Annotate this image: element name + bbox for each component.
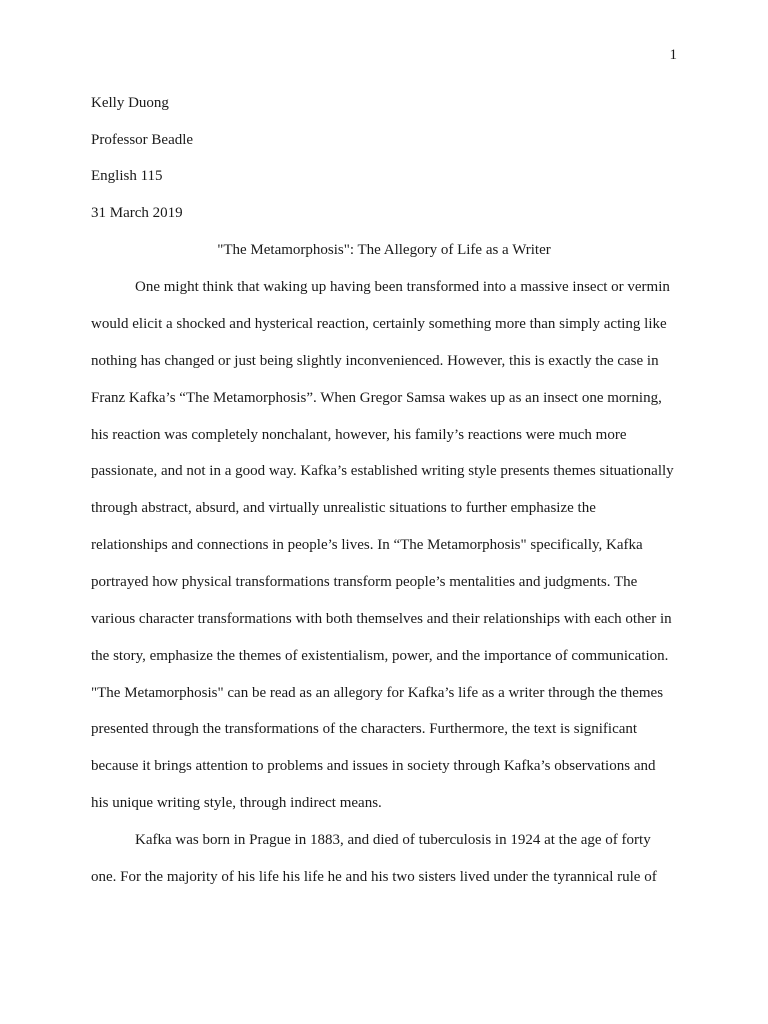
paragraph-line: the story, emphasize the themes of existentialism, power, and the importance of communication. <box>91 648 669 664</box>
essay-title: "The Metamorphosis": The Allegory of Life as a Writer <box>217 242 551 258</box>
paragraph-line: presented through the transformations of the characters. Furthermore, the text is significant <box>91 721 638 737</box>
professor-name: Professor Beadle <box>91 132 194 148</box>
paragraph-line: passionate, and not in a good way. Kafka’s established writing style presents themes situationally <box>91 463 674 479</box>
paragraph-line: nothing has changed or just being slightly inconvenienced. However, this is exactly the case in <box>91 353 659 369</box>
paragraph-line: One might think that waking up having been transformed into a massive insect or vermin <box>135 279 670 295</box>
paragraph-line: his reaction was completely nonchalant, however, his family’s reactions were much more <box>91 427 627 443</box>
paragraph-line: various character transformations with both themselves and their relationships with each other in <box>91 611 672 627</box>
paragraph-line: "The Metamorphosis" can be read as an allegory for Kafka’s life as a writer through the themes <box>91 685 664 701</box>
paragraph-line: through abstract, absurd, and virtually unrealistic situations to further emphasize the <box>91 500 596 516</box>
paragraph-line: Kafka was born in Prague in 1883, and died of tuberculosis in 1924 at the age of forty <box>135 832 651 848</box>
paragraph-line: relationships and connections in people’s lives. In “The Metamorphosis" specifically, Kafka <box>91 537 643 553</box>
paragraph-line: because it brings attention to problems and issues in society through Kafka’s observations and <box>91 758 656 774</box>
paragraph-line: Franz Kafka’s “The Metamorphosis”. When Gregor Samsa wakes up as an insect one morning, <box>91 390 662 406</box>
paragraph-line: would elicit a shocked and hysterical reaction, certainly something more than simply acting like <box>91 316 667 332</box>
paragraph-line: portrayed how physical transformations transform people’s mentalities and judgments. The <box>91 574 638 590</box>
course-name: English 115 <box>91 168 163 184</box>
paragraph-line: one. For the majority of his life his life he and his two sisters lived under the tyrannical rule of <box>91 869 657 885</box>
paragraph-line: his unique writing style, through indirect means. <box>91 795 382 811</box>
author-name: Kelly Duong <box>91 95 169 111</box>
page-number: 1 <box>669 47 677 63</box>
essay-date: 31 March 2019 <box>91 205 183 221</box>
